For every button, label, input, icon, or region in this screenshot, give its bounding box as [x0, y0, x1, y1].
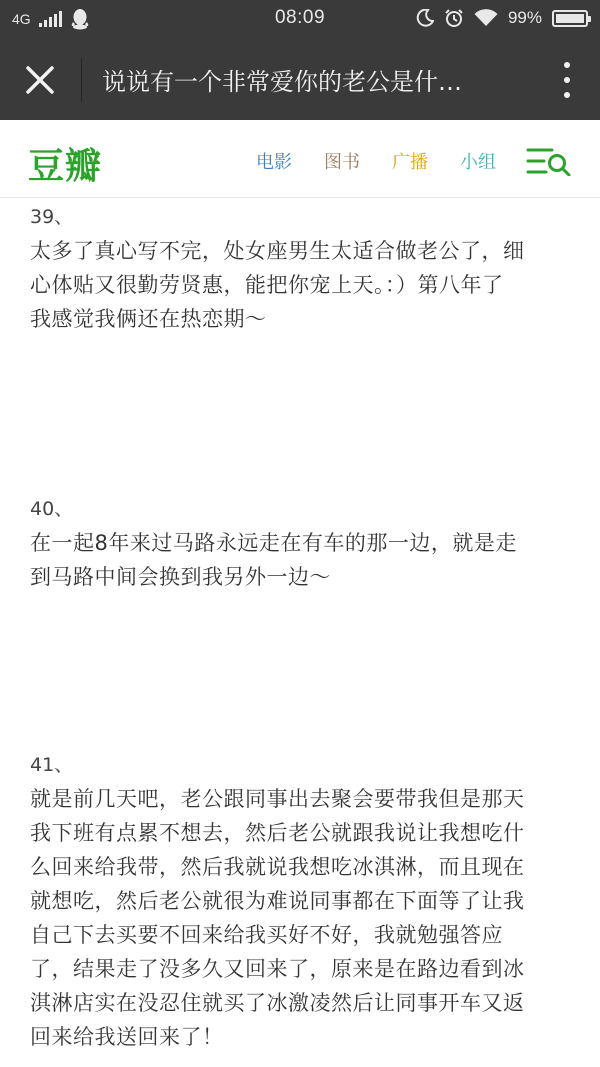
status-right	[416, 8, 588, 28]
nav-link-group[interactable]: 小组	[460, 152, 496, 173]
nav-link-broadcast[interactable]: 广播	[392, 152, 428, 173]
moon-icon	[416, 9, 434, 27]
post-number: 41、	[30, 754, 74, 776]
nav-links	[256, 148, 496, 174]
title-divider	[81, 58, 82, 102]
status-bar	[0, 0, 600, 40]
post-line: 淇淋店实在没忍住就买了冰激凌然后让同事开车又返	[30, 991, 525, 1015]
network-type: 4G	[12, 11, 31, 27]
wifi-icon	[474, 9, 498, 27]
post-line: 在一起8年来过马路永远走在有车的那一边，就是走	[30, 531, 517, 555]
post-number: 40、	[30, 498, 74, 520]
post-line: 自己下去买要不回来给我买好不好，我就勉强答应	[30, 923, 503, 947]
post-number: 39、	[30, 206, 74, 228]
post-line: 么回来给我带，然后我就说我想吃冰淇淋，而且现在	[30, 855, 525, 879]
battery-icon	[552, 10, 588, 27]
post-line: 我下班有点累不想去，然后老公就跟我说让我想吃什	[30, 821, 525, 845]
post-line: 到马路中间会换到我另外一边～	[30, 565, 331, 589]
douban-logo[interactable]: 豆瓣	[28, 146, 103, 187]
post-41	[30, 748, 578, 1054]
post-40	[30, 492, 578, 594]
post-line: 回来给我送回来了！	[30, 1025, 224, 1049]
menu-search-icon[interactable]	[526, 146, 572, 176]
nav-link-book[interactable]: 图书	[324, 152, 360, 173]
post-line: 就是前几天吧，老公跟同事出去聚会要带我但是那天	[30, 787, 525, 811]
alarm-icon	[444, 8, 464, 28]
post-line: 心体贴又很勤劳贤惠，能把你宠上天。：）第八年了	[30, 273, 504, 297]
nav-link-movie[interactable]: 电影	[256, 152, 292, 173]
site-nav	[0, 120, 600, 198]
post-39	[30, 200, 578, 336]
post-line: 太多了真心写不完，处女座男生太适合做老公了，细	[30, 239, 525, 263]
clock: 08:09	[274, 7, 326, 28]
title-bar	[0, 40, 600, 120]
post-line: 就想吃，然后老公就很为难说同事都在下面等了让我	[30, 889, 525, 913]
page-title: 说说有一个非常爱你的老公是什…	[102, 68, 462, 96]
post-line: 了，结果走了没多久又回来了，原来是在路边看到冰	[30, 957, 525, 981]
post-line: 我感觉我俩还在热恋期～	[30, 307, 267, 331]
battery-percent: 99%	[507, 8, 542, 27]
close-icon[interactable]	[18, 58, 62, 102]
more-options-icon[interactable]	[562, 62, 572, 98]
battery-fill	[556, 14, 584, 23]
